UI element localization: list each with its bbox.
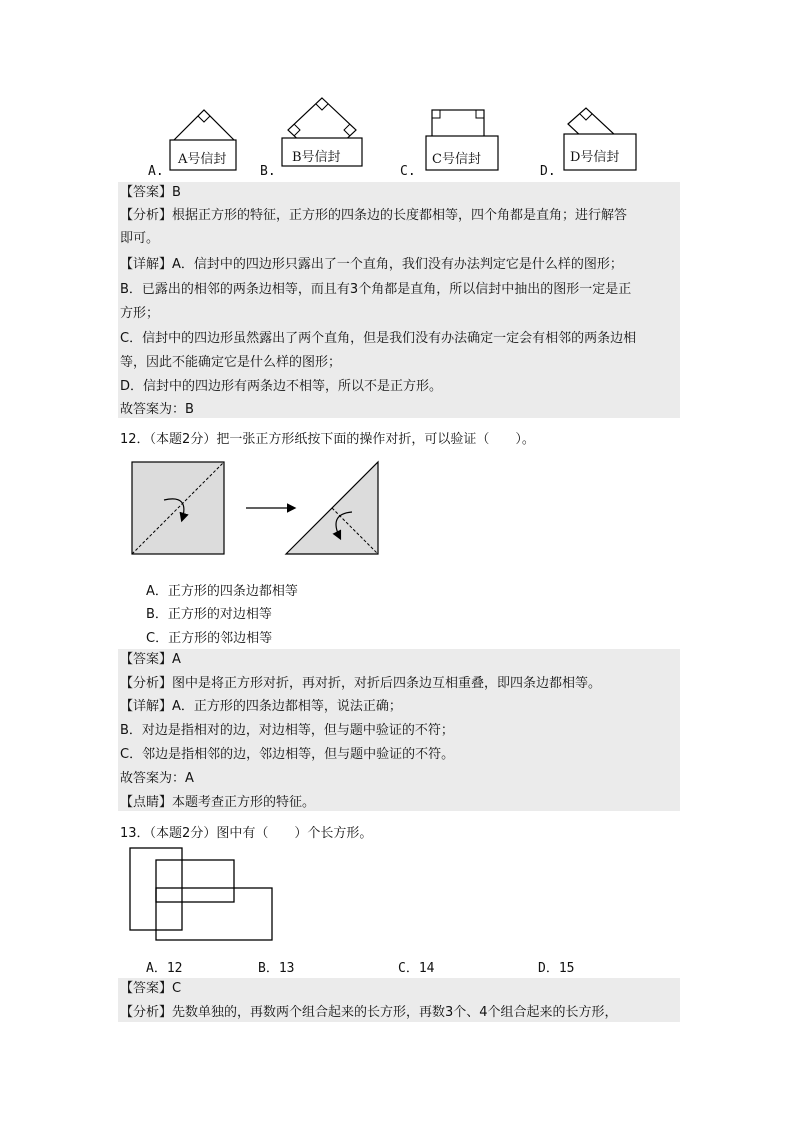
- q13-option-d: D．15: [538, 961, 575, 976]
- envelope-a-label: A号信封: [178, 152, 227, 167]
- q11-detail: 等，因此不能确定它是什么样的图形；: [120, 355, 342, 370]
- q11-detail: D．信封中的四边形有两条边不相等，所以不是正方形。: [120, 379, 443, 394]
- q12-detail: 【详解】A．正方形的四条边都相等，说法正确；: [120, 699, 402, 714]
- option-letter: C.: [400, 164, 416, 179]
- option-letter: B.: [260, 164, 276, 179]
- q11-answer: 【答案】B: [120, 185, 181, 200]
- q11-detail: C．信封中的四边形虽然露出了两个直角，但是我们没有办法确定一定会有相邻的两条边相: [120, 331, 637, 346]
- q11-analysis: 【分析】根据正方形的特征，正方形的四条边的长度都相等，四个角都是直角；进行解答: [120, 208, 628, 223]
- q13-answer: 【答案】C: [120, 981, 182, 996]
- q12-detail: C．邻边是指相邻的边，邻边相等，但与题中验证的不符。: [120, 747, 455, 762]
- envelope-b-label: B号信封: [292, 150, 341, 165]
- q12-option-b: B．正方形的对边相等: [146, 607, 272, 622]
- q12-folding-figure: [130, 460, 380, 556]
- q13-question: 13．（本题2分）图中有（ ）个长方形。: [120, 826, 373, 841]
- q12-option-a: A．正方形的四条边都相等: [146, 584, 298, 599]
- q11-detail: 【详解】A．信封中的四边形只露出了一个直角，我们没有办法判定它是什么样的图形；: [120, 257, 623, 272]
- q11-detail: B．已露出的相邻的两条边相等，而且有3个角都是直角，所以信封中抽出的图形一定是正: [120, 282, 632, 297]
- q12-question: 12．（本题2分）把一张正方形纸按下面的操作对折，可以验证（ ）。: [120, 432, 535, 447]
- q12-option-c: C．正方形的邻边相等: [146, 631, 273, 646]
- q13-option-b: B．13: [258, 961, 295, 976]
- q11-detail: 方形；: [120, 306, 160, 321]
- q12-answer: 【答案】A: [120, 652, 181, 667]
- envelope-d-label: D号信封: [570, 150, 620, 165]
- q11-analysis-cont: 即可。: [120, 231, 160, 246]
- q13-option-c: C．14: [398, 961, 435, 976]
- q12-detail: B．对边是指相对的边，对边相等，但与题中验证的不符；: [120, 723, 454, 738]
- q12-analysis: 【分析】图中是将正方形对折，再对折，对折后四条边互相重叠，即四条边都相等。: [120, 676, 602, 691]
- envelope-c-label: C号信封: [432, 152, 481, 167]
- option-letter: D.: [540, 164, 556, 179]
- q12-comment: 【点睛】本题考查正方形的特征。: [120, 795, 316, 810]
- q11-final-answer: 故答案为：B: [120, 402, 194, 417]
- q13-option-a: A．12: [146, 961, 183, 976]
- q12-final-answer: 故答案为：A: [120, 771, 194, 786]
- q13-analysis: 【分析】先数单独的，再数两个组合起来的长方形，再数3个、4个组合起来的长方形，: [120, 1005, 618, 1020]
- q13-rectangles-figure: [128, 846, 278, 944]
- option-letter: A.: [148, 164, 164, 179]
